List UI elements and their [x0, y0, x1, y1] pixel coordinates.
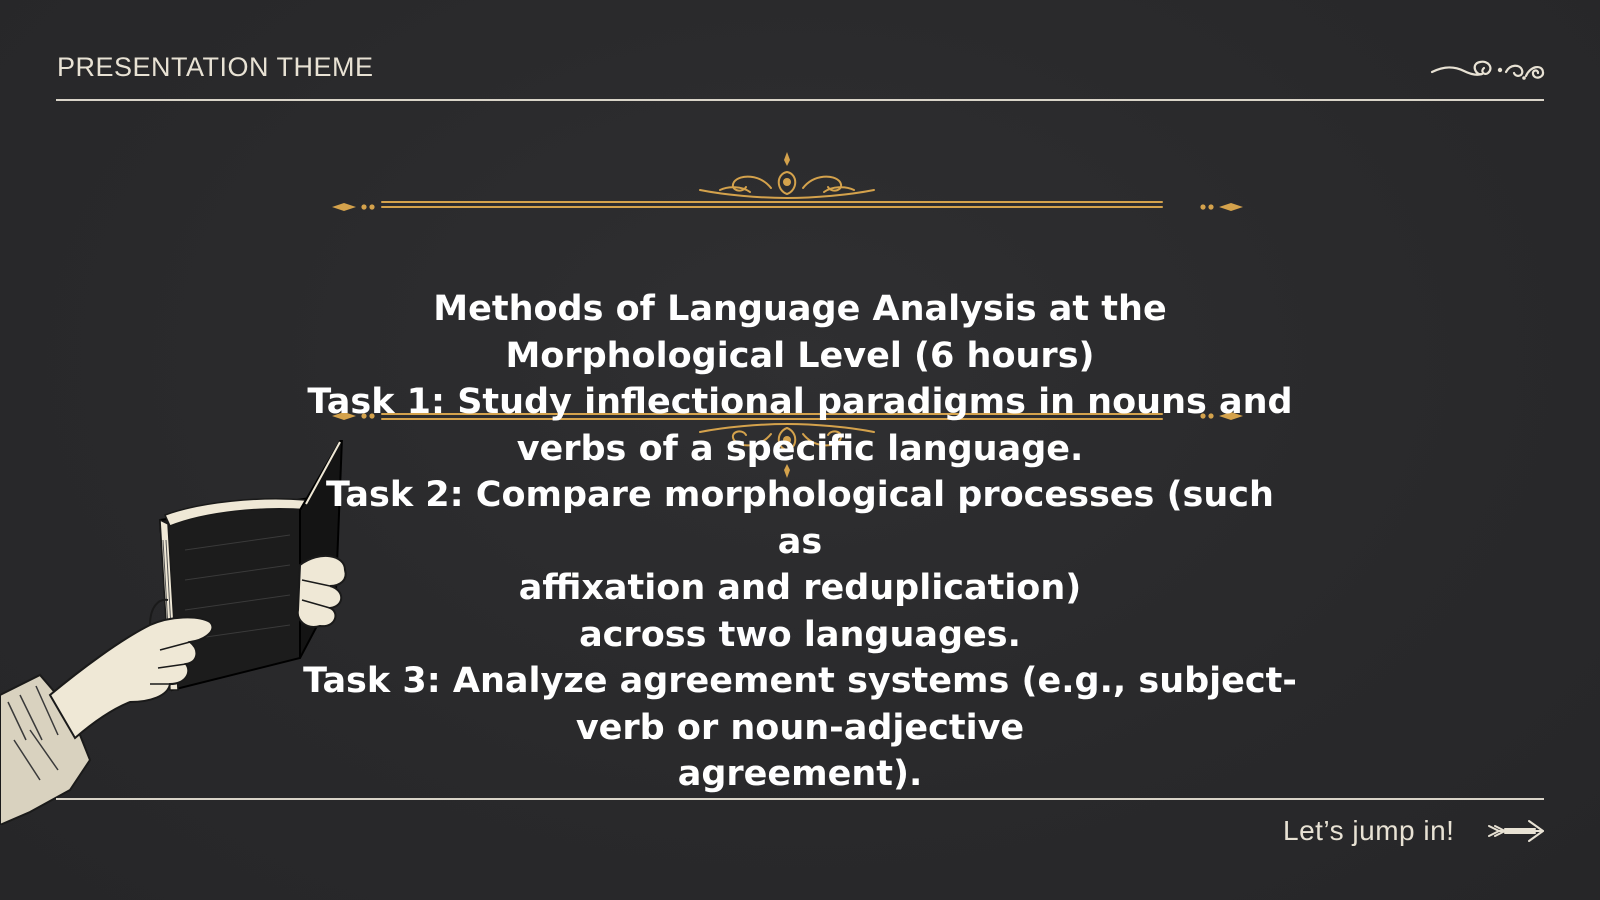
lets-jump-in-label[interactable]: Let’s jump in!: [1283, 815, 1455, 846]
swirl-flourish-icon: [1430, 56, 1546, 84]
theme-label: PRESENTATION THEME: [57, 52, 374, 82]
footer-divider: [56, 798, 1544, 800]
filigree-divider-icon: [330, 150, 1245, 222]
arrow-right-icon[interactable]: [1485, 818, 1547, 844]
slide-body-text: Methods of Language Analysis at the Morphological Level (6 hours) Task 1: Study inflectional paradigms in nouns and verbs of a specific language. Task 2: Compare morphological processes (such as affixation and reduplication) across two languages. Task 3: Analyze agreement systems (e.g., subject- verb or noun-adjective agreement).: [303, 289, 1297, 794]
header-divider: [56, 99, 1544, 101]
